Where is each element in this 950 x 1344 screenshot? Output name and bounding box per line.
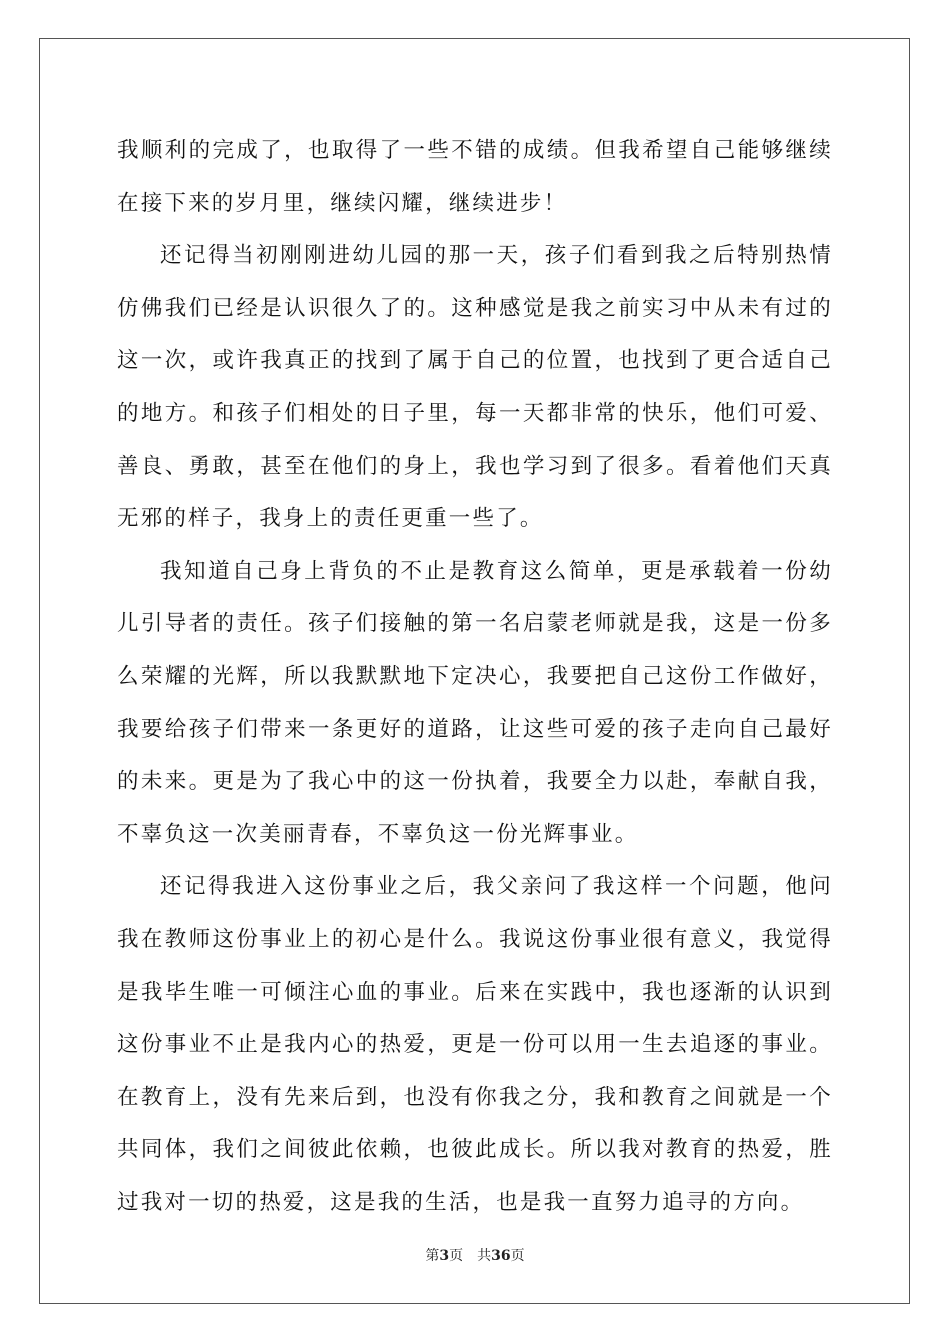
total-suffix: 页 bbox=[510, 1248, 525, 1264]
page-footer bbox=[0, 1246, 950, 1266]
page-number: 3 bbox=[439, 1248, 450, 1264]
paragraph-3: 我知道自己身上背负的不止是教育这么简单，更是承载着一份幼儿引导者的责任。孩子们接触的第一名启蒙老师就是我，这是一份多么荣耀的光辉，所以我默默地下定决心，我要把自己这份工作做好，我要给孩子们带来一条更好的道路，让这些可爱的孩子走向自己最好的未来。更是为了我心中的这一份执着，我要全力以赴，奉献自我，不辜负这一次美丽青春，不辜负这一份光辉事业。 bbox=[117, 558, 833, 847]
page-suffix: 页 bbox=[449, 1248, 464, 1264]
page-prefix: 第 bbox=[425, 1248, 440, 1264]
total-prefix: 共 bbox=[477, 1248, 492, 1264]
total-pages: 36 bbox=[491, 1248, 511, 1264]
paragraph-1: 我顺利的完成了，也取得了一些不错的成绩。但我希望自己能够继续在接下来的岁月里，继续闪耀，继续进步！ bbox=[117, 138, 833, 216]
paragraph-4: 还记得我进入这份事业之后，我父亲问了我这样一个问题，他问我在教师这份事业上的初心是什么。我说这份事业很有意义，我觉得是我毕生唯一可倾注心血的事业。后来在实践中，我也逐渐的认识到这份事业不止是我内心的热爱，更是一份可以用一生去追逐的事业。在教育上，没有先来后到，也没有你我之分，我和教育之间就是一个共同体，我们之间彼此依赖，也彼此成长。所以我对教育的热爱，胜过我对一切的热爱，这是我的生活，也是我一直努力追寻的方向。 bbox=[117, 874, 833, 1215]
paragraph-2: 还记得当初刚刚进幼儿园的那一天，孩子们看到我之后特别热情仿佛我们已经是认识很久了的。这种感觉是我之前实习中从未有过的这一次，或许我真正的找到了属于自己的位置，也找到了更合适自己的地方。和孩子们相处的日子里，每一天都非常的快乐，他们可爱、善良、勇敢，甚至在他们的身上，我也学习到了很多。看着他们天真无邪的样子，我身上的责任更重一些了。 bbox=[117, 243, 833, 532]
document-body bbox=[117, 125, 833, 1229]
